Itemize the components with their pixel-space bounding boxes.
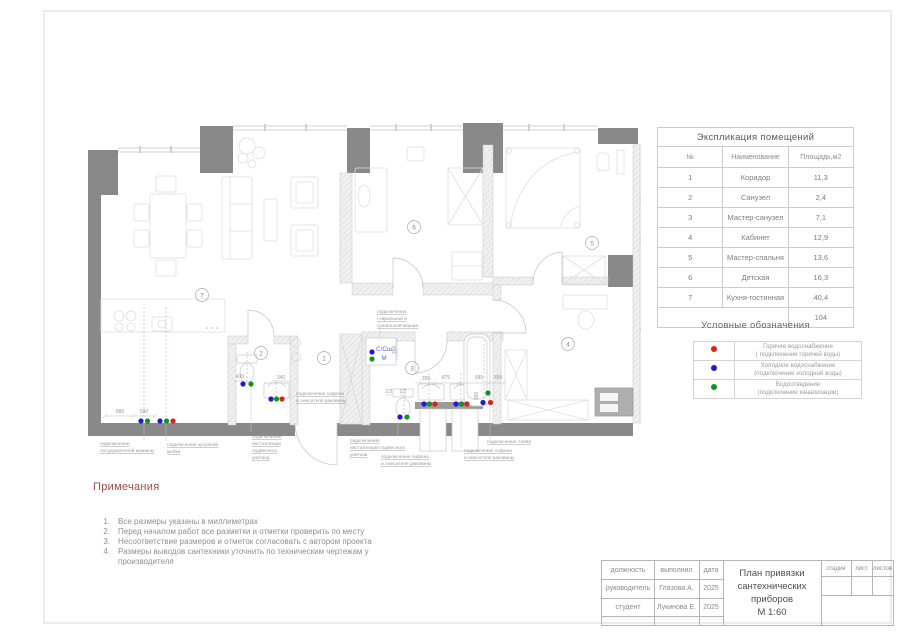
svg-text:6: 6 <box>412 224 416 232</box>
table-row <box>658 248 854 268</box>
svg-text:подключение кухонной: подключение кухонной <box>167 443 219 448</box>
legend-dot-cell <box>694 380 735 399</box>
svg-text:2: 2 <box>259 350 263 358</box>
annotation-drain <box>487 440 531 445</box>
drain-dot <box>164 418 169 423</box>
svg-text:подключение сифона: подключение сифона <box>464 449 512 454</box>
drain-dot <box>427 401 432 406</box>
col-header-area: Площадь,м2 <box>788 147 853 168</box>
note-text: Размеры выводов сантехники уточнить по техническим чертежам у производителя <box>118 547 369 566</box>
titleblock-col-role: должность <box>610 566 646 574</box>
svg-text:685: 685 <box>474 375 484 381</box>
furniture-kitchen <box>101 299 225 332</box>
hot-water-dot <box>710 345 718 353</box>
legend-label-line1: Водоотведение <box>775 380 821 388</box>
total-area: 104 <box>788 308 853 328</box>
note-number: 4. <box>103 547 110 556</box>
legend-row-hot <box>694 342 862 361</box>
annotation-wc2-toilet <box>252 435 282 461</box>
cell-name: Санузел <box>723 188 788 208</box>
cell-area: 7,1 <box>788 208 853 228</box>
svg-text:инсталляции: инсталляции <box>252 442 281 447</box>
svg-text:4: 4 <box>566 341 570 349</box>
cell-name: Мастер-спальня <box>723 248 788 268</box>
cell-area: 11,3 <box>788 168 853 188</box>
notes-title: Примечания <box>93 481 160 493</box>
svg-text:340: 340 <box>276 375 286 381</box>
cold-water-dot <box>710 364 718 372</box>
cold-water-dot <box>369 349 374 354</box>
table-title: Экспликация помещений <box>658 128 854 147</box>
drawing-title-line: М 1:60 <box>757 607 787 618</box>
svg-text:посудомоечной машины: посудомоечной машины <box>100 449 155 454</box>
svg-text:875: 875 <box>441 375 451 381</box>
svg-text:355: 355 <box>421 376 431 382</box>
legend-label <box>735 380 862 399</box>
svg-text:унитаза: унитаза <box>350 453 368 458</box>
furniture-office <box>505 295 633 420</box>
hot-water-dot <box>488 400 493 405</box>
annotation-wc3-sink2 <box>464 448 515 461</box>
titleblock-date: 2025 <box>703 603 719 611</box>
room-number-master-bed <box>586 237 599 250</box>
col-header-name: Наименование <box>723 147 788 168</box>
svg-text:590: 590 <box>139 409 149 415</box>
table-row <box>658 288 854 308</box>
drain-dot <box>248 381 253 386</box>
table-header-row <box>658 147 854 168</box>
svg-text:подключение: подключение <box>252 435 282 440</box>
svg-text:5: 5 <box>590 240 594 248</box>
svg-text:880: 880 <box>115 409 125 415</box>
cell-area: 12,9 <box>788 228 853 248</box>
explication-table <box>657 127 854 328</box>
titleblock-sheets: листов <box>872 565 893 572</box>
svg-text:подключение сифона: подключение сифона <box>296 392 344 397</box>
drawing-title <box>723 561 821 625</box>
legend-label-line2: (подключение холодной воды) <box>754 370 842 377</box>
note-text: Несоответствие размеров и отметок согласовать с автором проекта <box>118 537 372 546</box>
room-number-office <box>562 338 575 351</box>
drain-dot <box>459 401 464 406</box>
svg-text:подключение слива: подключение слива <box>487 440 531 445</box>
titleblock-col-done: выполнил <box>660 566 693 574</box>
furniture-hallway <box>292 334 363 424</box>
legend-label <box>735 342 862 361</box>
annotation-wc3-sink1 <box>381 454 432 467</box>
legend-label-line1: Холодное водоснабжение <box>760 361 836 369</box>
titleblock-role: руководитель <box>605 585 651 592</box>
legend-label-line2: (подключение канализации) <box>757 389 839 396</box>
col-header-num: № <box>658 147 723 168</box>
cold-water-dot <box>268 396 273 401</box>
cold-water-dot <box>453 401 458 406</box>
furniture-master-bedroom <box>506 148 624 284</box>
note-item <box>97 517 379 527</box>
cell-num: 4 <box>658 228 723 248</box>
cell-area: 2,4 <box>788 188 853 208</box>
hot-water-dot <box>464 401 469 406</box>
titleblock-date: 2025 <box>703 585 719 592</box>
legend-dot-cell <box>694 361 735 380</box>
drain-dot <box>485 390 490 395</box>
svg-text:мойки: мойки <box>167 450 181 455</box>
room-number-corridor <box>318 352 331 365</box>
cold-water-dot <box>240 381 245 386</box>
titleblock-sheet: лист <box>855 565 868 572</box>
cell-num: 5 <box>658 248 723 268</box>
note-text: Перед началом работ все разметки и отметки проверить по месту <box>118 527 365 536</box>
svg-text:и смесителя раковины: и смесителя раковины <box>464 456 515 461</box>
svg-text:3: 3 <box>410 365 414 373</box>
cold-water-dot <box>138 418 143 423</box>
annotation-wc2-sink <box>296 391 347 404</box>
note-number: 3. <box>103 537 110 546</box>
legend-row-cold <box>694 361 862 380</box>
legend-row-drain <box>694 380 862 399</box>
svg-text:инсталляции подвесного: инсталляции подвесного <box>350 446 406 451</box>
table-row <box>658 208 854 228</box>
cell-num: 7 <box>658 288 723 308</box>
table-row <box>658 168 854 188</box>
note-number: 1. <box>103 517 110 526</box>
cell-area: 13,6 <box>788 248 853 268</box>
cell-num: 1 <box>658 168 723 188</box>
table-title-row <box>658 128 854 147</box>
drain-dot <box>274 396 279 401</box>
svg-text:1/2: 1/2 <box>399 389 407 395</box>
cell-name: Коридор <box>723 168 788 188</box>
annotation-kitchen-sink <box>167 441 218 455</box>
cold-water-dot <box>480 400 485 405</box>
titleblock-col-date: дата <box>703 566 719 574</box>
legend-title: Условные обозначения <box>701 320 810 331</box>
note-number: 2. <box>103 527 110 536</box>
cold-water-dot <box>157 418 162 423</box>
note-item <box>97 547 379 567</box>
drawing-title-line: приборов <box>750 594 794 605</box>
notes-list <box>97 517 379 567</box>
legend-label <box>735 361 862 380</box>
table-row <box>658 268 854 288</box>
titleblock-role: студент <box>615 603 641 611</box>
svg-text:430: 430 <box>235 374 245 380</box>
hot-water-dot <box>432 401 437 406</box>
room-number-master-bath <box>406 362 419 375</box>
legend-dot-cell <box>694 342 735 361</box>
title-block <box>601 560 894 626</box>
annotation-dishwasher <box>100 442 155 454</box>
hot-water-dot <box>279 396 284 401</box>
legend-label-line2: ( подключение горячей воды) <box>755 351 841 358</box>
drawing-title-line: План привязки <box>739 568 805 579</box>
svg-text:подключение: подключение <box>100 442 130 447</box>
svg-text:350: 350 <box>493 375 503 381</box>
drain-dot <box>369 356 374 361</box>
cell-num: 3 <box>658 208 723 228</box>
cell-name: Кабинет <box>723 228 788 248</box>
svg-text:350: 350 <box>474 391 480 401</box>
svg-text:подключение: подключение <box>350 439 380 444</box>
cell-num: 6 <box>658 268 723 288</box>
table-row <box>658 188 854 208</box>
note-text: Все размеры указаны в миллиметрах <box>118 517 258 526</box>
svg-text:7: 7 <box>200 292 204 300</box>
cold-water-dot <box>421 401 426 406</box>
drain-dot <box>145 418 150 423</box>
legend-label-line1: Горячее водоснабжение <box>763 342 833 350</box>
svg-text:350: 350 <box>392 345 398 355</box>
note-item <box>97 537 379 547</box>
svg-text:1/2: 1/2 <box>385 389 393 395</box>
svg-text:1: 1 <box>322 355 326 363</box>
svg-text:С/Сш: С/Сш <box>376 346 392 353</box>
titleblock-name: Лукинова Е. <box>657 603 696 611</box>
cell-area: 40,4 <box>788 288 853 308</box>
svg-text:сушильной машин: сушильной машин <box>377 324 419 329</box>
room-number-kitchen <box>196 289 209 302</box>
svg-text:подключение сифона: подключение сифона <box>381 455 429 460</box>
svg-text:подключение: подключение <box>377 310 407 315</box>
svg-text:унитаза: унитаза <box>252 456 270 461</box>
room-number-bath <box>255 347 268 360</box>
annotation-washer <box>377 310 418 329</box>
drain-dot <box>404 414 409 419</box>
cell-name: Мастер-санузел <box>723 208 788 228</box>
svg-text:М: М <box>381 355 387 362</box>
note-item <box>97 527 379 537</box>
cell-num: 2 <box>658 188 723 208</box>
svg-text:стиральной и: стиральной и <box>377 317 407 322</box>
cell-name: Кухня-гостинная <box>723 288 788 308</box>
svg-text:подвесного: подвесного <box>252 449 278 454</box>
room-number-kids <box>408 221 421 234</box>
svg-text:и смесителя раковины: и смесителя раковины <box>381 462 432 467</box>
titleblock-stage: стадия <box>826 565 846 572</box>
cold-water-dot <box>397 414 402 419</box>
hot-water-dot <box>170 418 175 423</box>
legend-table <box>693 341 862 399</box>
cell-area: 16,3 <box>788 268 853 288</box>
drain-dot <box>710 383 718 391</box>
exterior-walls <box>115 124 641 423</box>
titleblock-name: Глазова А. <box>659 585 694 592</box>
table-row <box>658 228 854 248</box>
cell-name: Детская <box>723 268 788 288</box>
svg-text:и смесителя раковины: и смесителя раковины <box>296 399 347 404</box>
drawing-title-line: сантехнических <box>737 581 807 592</box>
